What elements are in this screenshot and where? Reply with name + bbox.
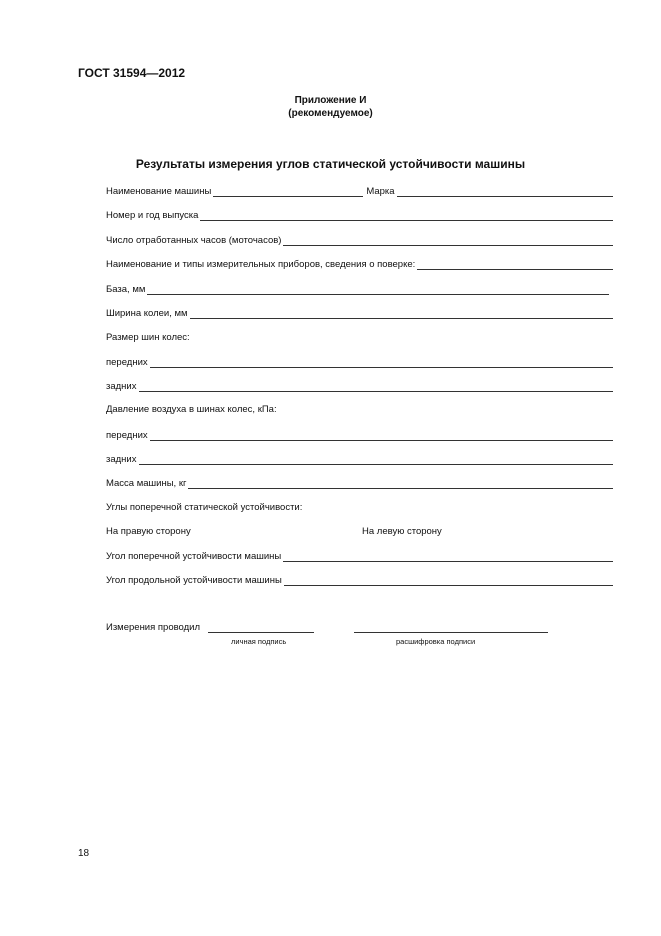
longitudinal-angle-field[interactable] bbox=[284, 575, 613, 586]
lateral-angle-label: Угол поперечной устойчивости машины bbox=[106, 551, 282, 562]
instruments-field[interactable] bbox=[417, 259, 613, 270]
annex-subtitle: (рекомендуемое) bbox=[288, 108, 373, 119]
pressure-front-label: передних bbox=[106, 430, 148, 441]
pressure-rear-row bbox=[106, 451, 613, 465]
instruments-row bbox=[106, 256, 613, 270]
pressure-front-field[interactable] bbox=[150, 430, 613, 441]
tire-rear-row bbox=[106, 378, 613, 392]
pressure-front-row bbox=[106, 427, 613, 441]
machine-name-field[interactable] bbox=[213, 186, 363, 197]
mass-label: Масса машины, кг bbox=[106, 478, 187, 489]
air-pressure-heading: Давление воздуха в шинах колес, кПа: bbox=[106, 404, 277, 415]
tire-front-row bbox=[106, 354, 613, 368]
right-side-label: На правую сторону bbox=[106, 526, 191, 537]
tire-rear-field[interactable] bbox=[139, 381, 614, 392]
decoding-caption: расшифровка подписи bbox=[396, 637, 476, 646]
lateral-angles-heading: Углы поперечной статической устойчивости: bbox=[106, 502, 303, 513]
number-year-field[interactable] bbox=[200, 210, 613, 221]
track-field[interactable] bbox=[190, 308, 613, 319]
tire-size-heading: Размер шин колес: bbox=[106, 332, 190, 343]
instruments-label: Наименование и типы измерительных приборов, сведения о поверке: bbox=[106, 259, 416, 270]
hours-field[interactable] bbox=[283, 235, 613, 246]
base-label: База, мм bbox=[106, 284, 146, 295]
mass-field[interactable] bbox=[188, 478, 613, 489]
tire-front-label: передних bbox=[106, 357, 148, 368]
signature-decoding-field[interactable] bbox=[354, 632, 548, 633]
signature-field[interactable] bbox=[208, 632, 314, 633]
standard-header: ГОСТ 31594—2012 bbox=[78, 66, 186, 80]
brand-field[interactable] bbox=[397, 186, 613, 197]
pressure-rear-field[interactable] bbox=[139, 454, 614, 465]
mass-row bbox=[106, 475, 613, 489]
longitudinal-angle-label: Угол продольной устойчивости машины bbox=[106, 575, 282, 586]
number-year-row bbox=[106, 207, 613, 221]
track-row bbox=[106, 305, 613, 319]
lateral-angle-row bbox=[106, 548, 613, 562]
hours-row bbox=[106, 232, 613, 246]
base-row bbox=[106, 281, 609, 295]
page-number: 18 bbox=[78, 848, 90, 859]
longitudinal-angle-row bbox=[106, 572, 613, 586]
machine-name-label: Наименование машины bbox=[106, 186, 212, 197]
annex-title: Приложение И bbox=[294, 95, 367, 106]
machine-name-row bbox=[106, 183, 613, 197]
pressure-rear-label: задних bbox=[106, 454, 137, 465]
lateral-angle-field[interactable] bbox=[283, 551, 613, 562]
tire-front-field[interactable] bbox=[150, 357, 613, 368]
form-title: Результаты измерения углов статической устойчивости машины bbox=[135, 157, 526, 171]
left-side-label: На левую сторону bbox=[362, 526, 442, 537]
base-field[interactable] bbox=[147, 284, 609, 295]
number-year-label: Номер и год выпуска bbox=[106, 210, 199, 221]
track-label: Ширина колеи, мм bbox=[106, 308, 188, 319]
brand-label: Марка bbox=[366, 186, 395, 197]
signature-caption: личная подпись bbox=[231, 637, 287, 646]
tire-rear-label: задних bbox=[106, 381, 137, 392]
measured-by-label: Измерения проводил bbox=[106, 622, 201, 633]
hours-label: Число отработанных часов (моточасов) bbox=[106, 235, 282, 246]
